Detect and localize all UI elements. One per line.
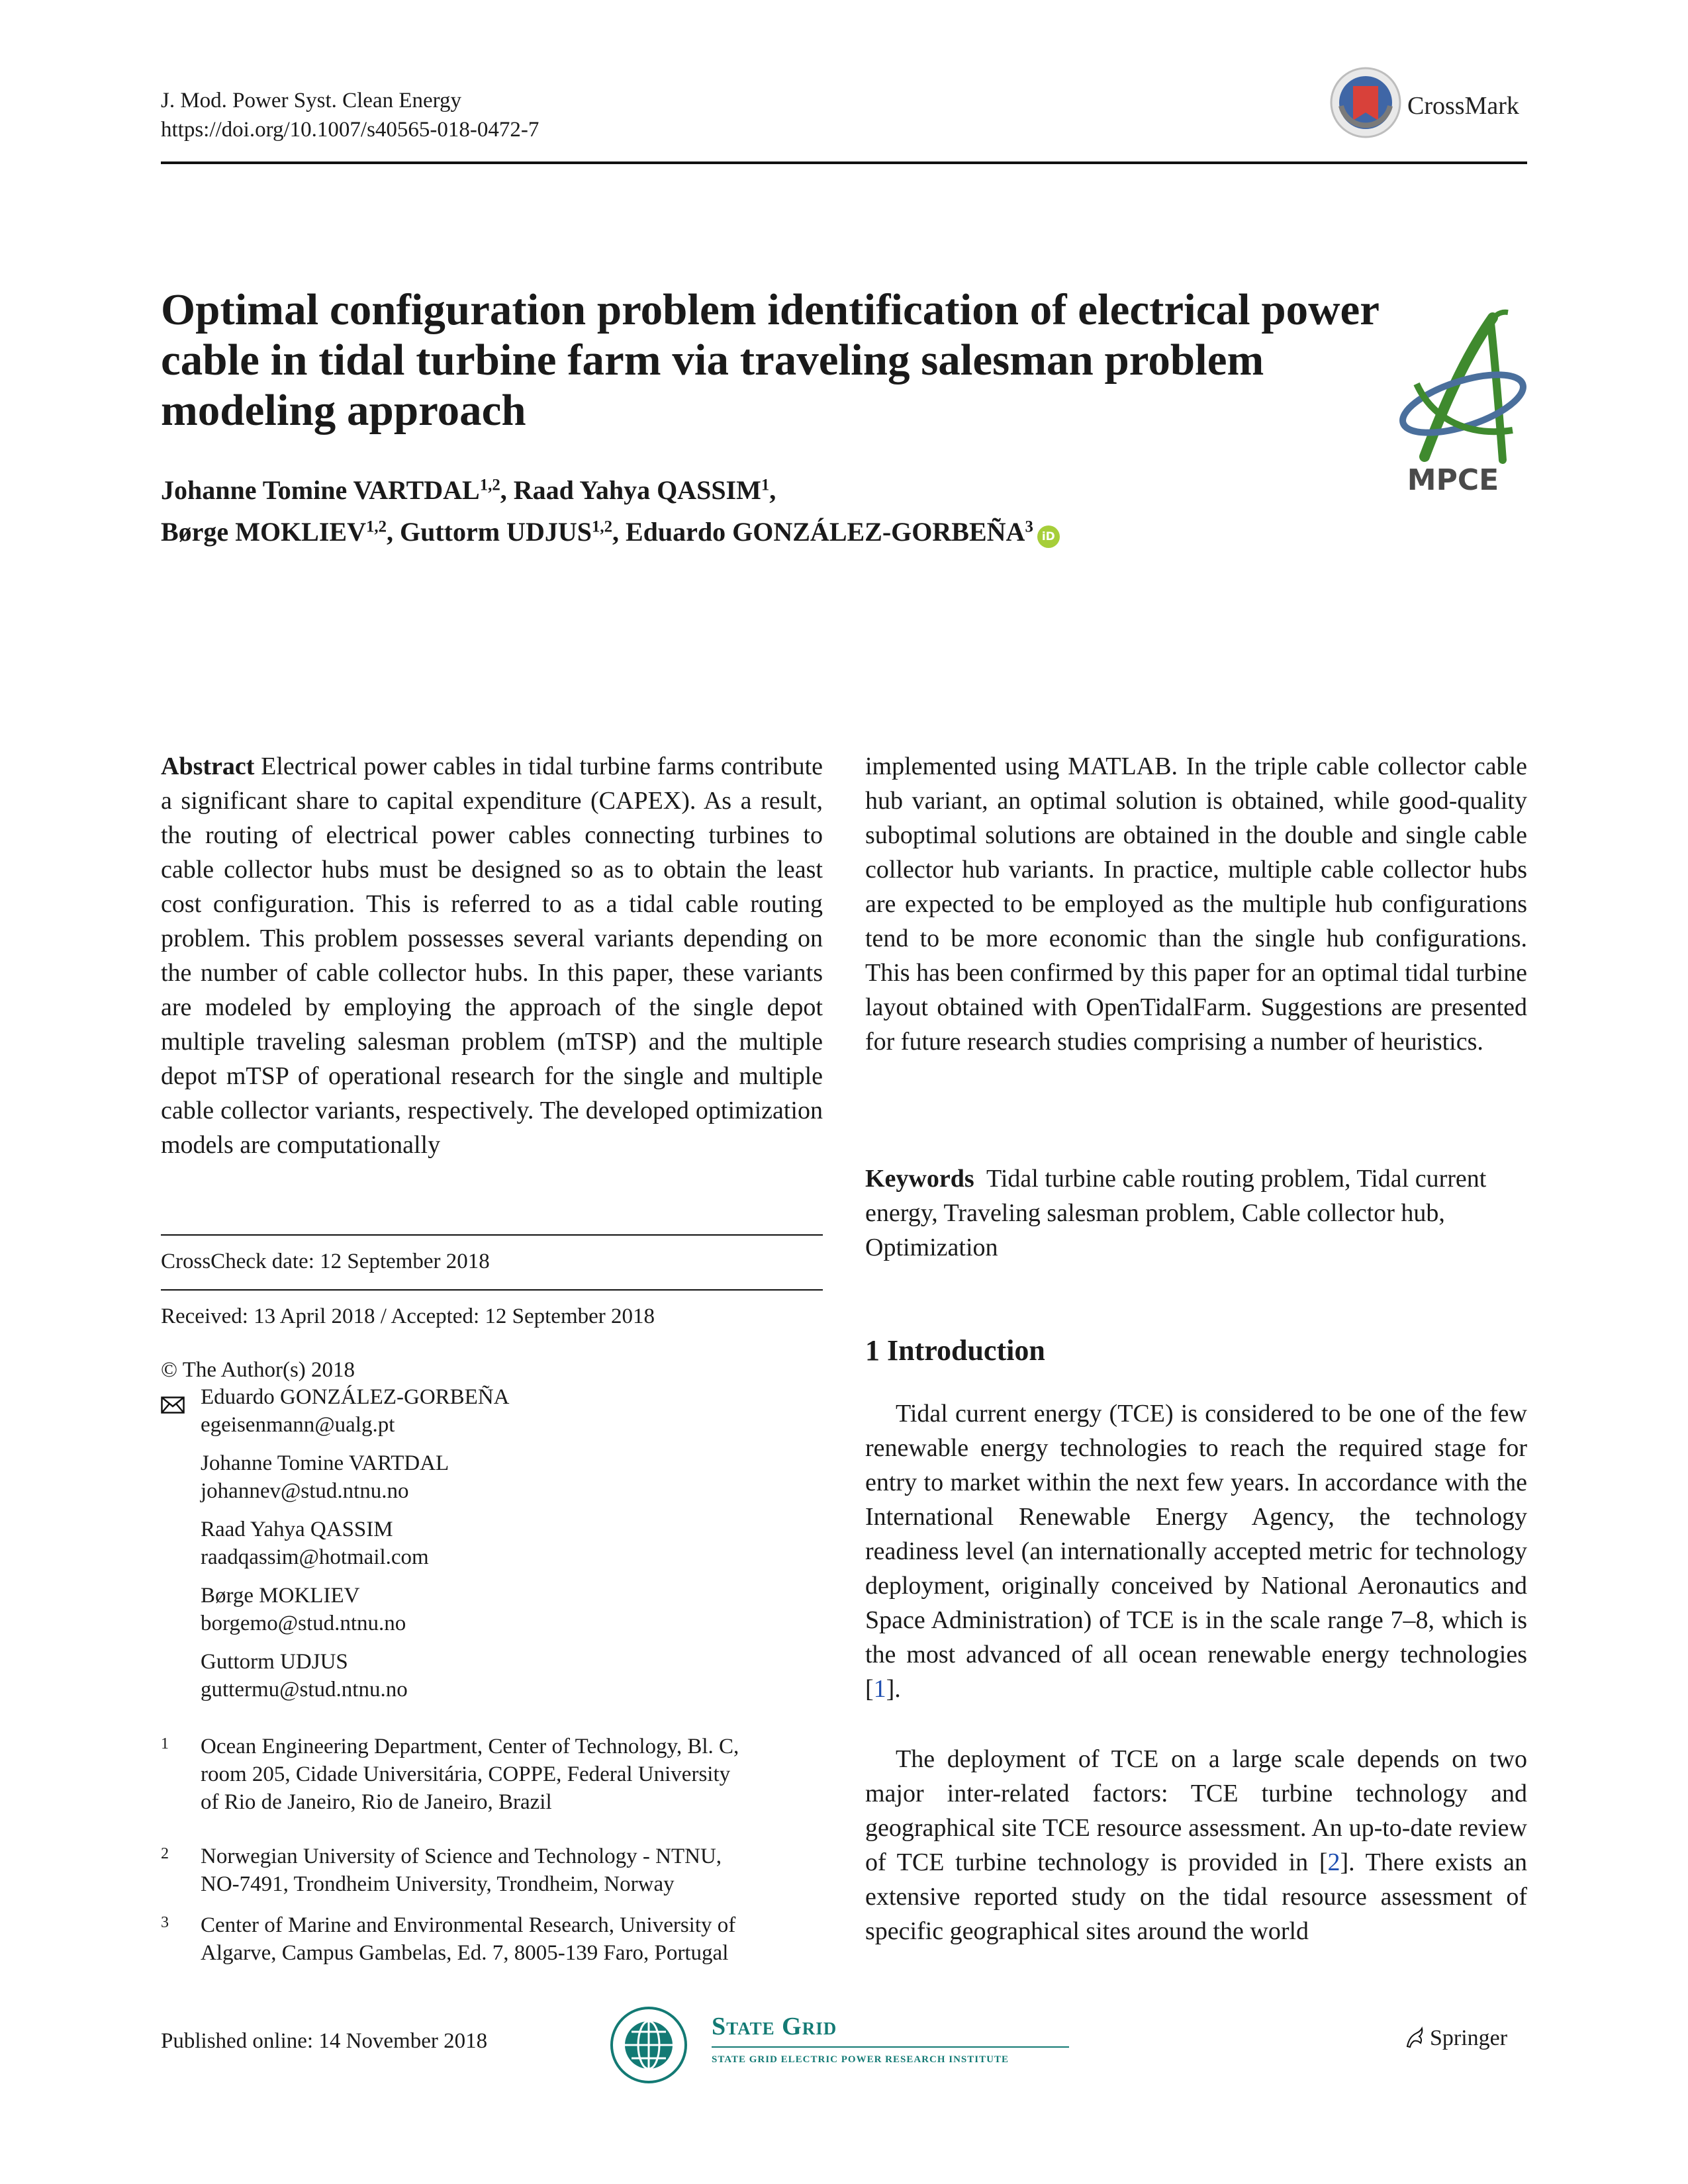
paragraph-text: Tidal current energy (TCE) is considered to be one of the few renewable energy technologies to reach the required stage for entry to market within the next few years. In accordance with the International Renewable Energy Agency, the technology readiness level (an internationally accepted metric for technology deployment, originally conceived by National Aeronautics and Space Administration) of TCE is in the scale range 7–8, which is the most advanced of all ocean renewable energy technologies [	[865, 1400, 1527, 1703]
state-grid-name: State Grid	[712, 2013, 837, 2040]
springer-horse-icon	[1403, 2026, 1426, 2049]
received-accepted-dates: Received: 13 April 2018 / Accepted: 12 September 2018	[161, 1304, 655, 1328]
notes-divider	[161, 1289, 823, 1291]
affiliation-1	[201, 1733, 783, 1816]
published-online-date: Published online: 14 November 2018	[161, 2029, 488, 2053]
abstract-body: Electrical power cables in tidal turbine farms contribute a significant share to capital expenditure (CAPEX). As a result, the routing of electrical power cables connecting turbines to cable collector hubs must be designed so as to obtain the least cost configuration. This is referred to as a tidal cable routing problem. This problem possesses several variants depending on the number of cable collector hubs. In this paper, these variants are modeled by employing the approach of the single depot multiple traveling salesman problem (mTSP) and the multiple depot mTSP of operational research for the single and multiple cable collector variants, respectively. The developed optimization models are computationally	[161, 752, 823, 1159]
author-separator: ,	[769, 475, 776, 505]
keywords	[865, 1161, 1527, 1265]
paragraph-text: The deployment of TCE on a large scale depends on two major inter-related factors: TCE turbine technology and geographical site TCE resource assessment. An up-to-date review of TCE turbine technology is provided in [	[865, 1745, 1527, 1876]
affiliation-3	[201, 1911, 783, 1967]
doi-link[interactable]: https://doi.org/10.1007/s40565-018-0472-7	[161, 118, 539, 142]
author-contact	[201, 1582, 406, 1637]
author-name: , Eduardo GONZÁLEZ-GORBEÑA	[612, 517, 1025, 547]
affiliation-number: 3	[161, 1914, 169, 1931]
copyright-notice: © The Author(s) 2018	[161, 1358, 355, 1382]
contact-name: Raad Yahya QASSIM	[201, 1518, 393, 1541]
author-contact	[201, 1516, 429, 1571]
corresponding-author-contact	[201, 1383, 510, 1439]
intro-paragraph-2	[865, 1742, 1527, 1948]
abstract-text	[161, 749, 823, 1162]
orcid-icon[interactable]: iD	[1037, 525, 1060, 548]
intro-paragraph-1	[865, 1396, 1527, 1706]
affiliation-mark: 3	[1025, 518, 1033, 536]
citation-link[interactable]: 2	[1327, 1848, 1340, 1876]
affiliation-line: Norwegian University of Science and Technology - NTNU,	[201, 1844, 722, 1868]
affiliation-mark: 1	[761, 476, 770, 494]
author-line-1	[161, 475, 776, 506]
crossmark-badge[interactable]	[1329, 66, 1528, 146]
author-contact	[201, 1449, 449, 1505]
contact-email[interactable]: johannev@stud.ntnu.no	[201, 1479, 409, 1503]
abstract-continuation: implemented using MATLAB. In the triple cable collector cable hub variant, an optimal solution is obtained, while good-quality suboptimal solutions are obtained in the double and single cable collector hub variants. In practice, multiple cable collector hubs are expected to be employed as the multiple hub configurations tend to be more economic than the single hub configurations. This has been confirmed by this paper for an optimal tidal turbine layout obtained with OpenTidalFarm. Suggestions are presented for future research studies comprising a number of heuristics.	[865, 752, 1527, 1056]
author-name: Johanne Tomine VARTDAL	[161, 475, 480, 505]
affiliation-line: room 205, Cidade Universitária, COPPE, Federal University	[201, 1762, 731, 1786]
paragraph-text: ]. There exists an extensive reported study on the tidal resource assessment of specific geographical sites around the world	[865, 1848, 1527, 1945]
author-name: , Raad Yahya QASSIM	[500, 475, 761, 505]
crossmark-icon	[1329, 66, 1402, 139]
springer-brand	[1403, 2025, 1507, 2052]
author-name: , Guttorm UDJUS	[386, 517, 592, 547]
springer-label: Springer	[1430, 2026, 1508, 2050]
contact-email[interactable]: guttermu@stud.ntnu.no	[201, 1678, 408, 1702]
contact-name: Johanne Tomine VARTDAL	[201, 1451, 449, 1475]
affiliation-line: Algarve, Campus Gambelas, Ed. 7, 8005-139 Faro, Portugal	[201, 1941, 729, 1965]
section-heading-introduction: 1 Introduction	[865, 1334, 1045, 1367]
citation-link[interactable]: 1	[873, 1675, 886, 1703]
keywords-label: Keywords	[865, 1165, 974, 1193]
author-line-2	[161, 516, 1060, 548]
state-grid-divider	[712, 2046, 1069, 2048]
crossmark-label: CrossMark	[1407, 92, 1519, 120]
paragraph-text: ].	[886, 1675, 901, 1703]
affiliation-line: NO-7491, Trondheim University, Trondheim, Norway	[201, 1872, 675, 1896]
affiliation-mark: 1,2	[365, 518, 387, 536]
state-grid-emblem-icon	[609, 2005, 688, 2085]
envelope-icon	[161, 1396, 185, 1414]
state-grid-institute: STATE GRID ELECTRIC POWER RESEARCH INSTITUTE	[712, 2054, 1009, 2065]
contact-email[interactable]: egeisenmann@ualg.pt	[201, 1413, 395, 1437]
paper-title: Optimal configuration problem identification of electrical power cable in tidal turbine farm via traveling salesman problem modeling approach	[161, 285, 1379, 435]
contact-email[interactable]: raadqassim@hotmail.com	[201, 1545, 429, 1569]
abstract-label: Abstract	[161, 752, 255, 780]
crosscheck-date: CrossCheck date: 12 September 2018	[161, 1250, 490, 1273]
contact-name: Eduardo GONZÁLEZ-GORBEÑA	[201, 1385, 510, 1409]
mpce-logo	[1377, 304, 1529, 496]
contact-name: Guttorm UDJUS	[201, 1650, 348, 1674]
notes-divider	[161, 1234, 823, 1236]
journal-name: J. Mod. Power Syst. Clean Energy	[161, 89, 462, 113]
affiliation-2	[201, 1843, 783, 1898]
affiliation-line: Ocean Engineering Department, Center of Technology, Bl. C,	[201, 1735, 739, 1758]
affiliation-number: 2	[161, 1845, 169, 1862]
affiliation-line: Center of Marine and Environmental Research, University of	[201, 1913, 736, 1937]
affiliation-mark: 1,2	[479, 476, 500, 494]
mpce-logo-text: MPCE	[1407, 463, 1499, 496]
contact-name: Børge MOKLIEV	[201, 1584, 360, 1608]
contact-email[interactable]: borgemo@stud.ntnu.no	[201, 1612, 406, 1635]
author-name: Børge MOKLIEV	[161, 517, 366, 547]
keywords-list: Tidal turbine cable routing problem, Tidal current energy, Traveling salesman problem, Cable collector hub, Optimization	[865, 1165, 1487, 1261]
affiliation-mark: 1,2	[591, 518, 612, 536]
affiliation-number: 1	[161, 1735, 169, 1752]
author-contact	[201, 1648, 408, 1704]
header-divider	[161, 161, 1527, 164]
affiliation-line: of Rio de Janeiro, Rio de Janeiro, Brazil	[201, 1790, 552, 1814]
